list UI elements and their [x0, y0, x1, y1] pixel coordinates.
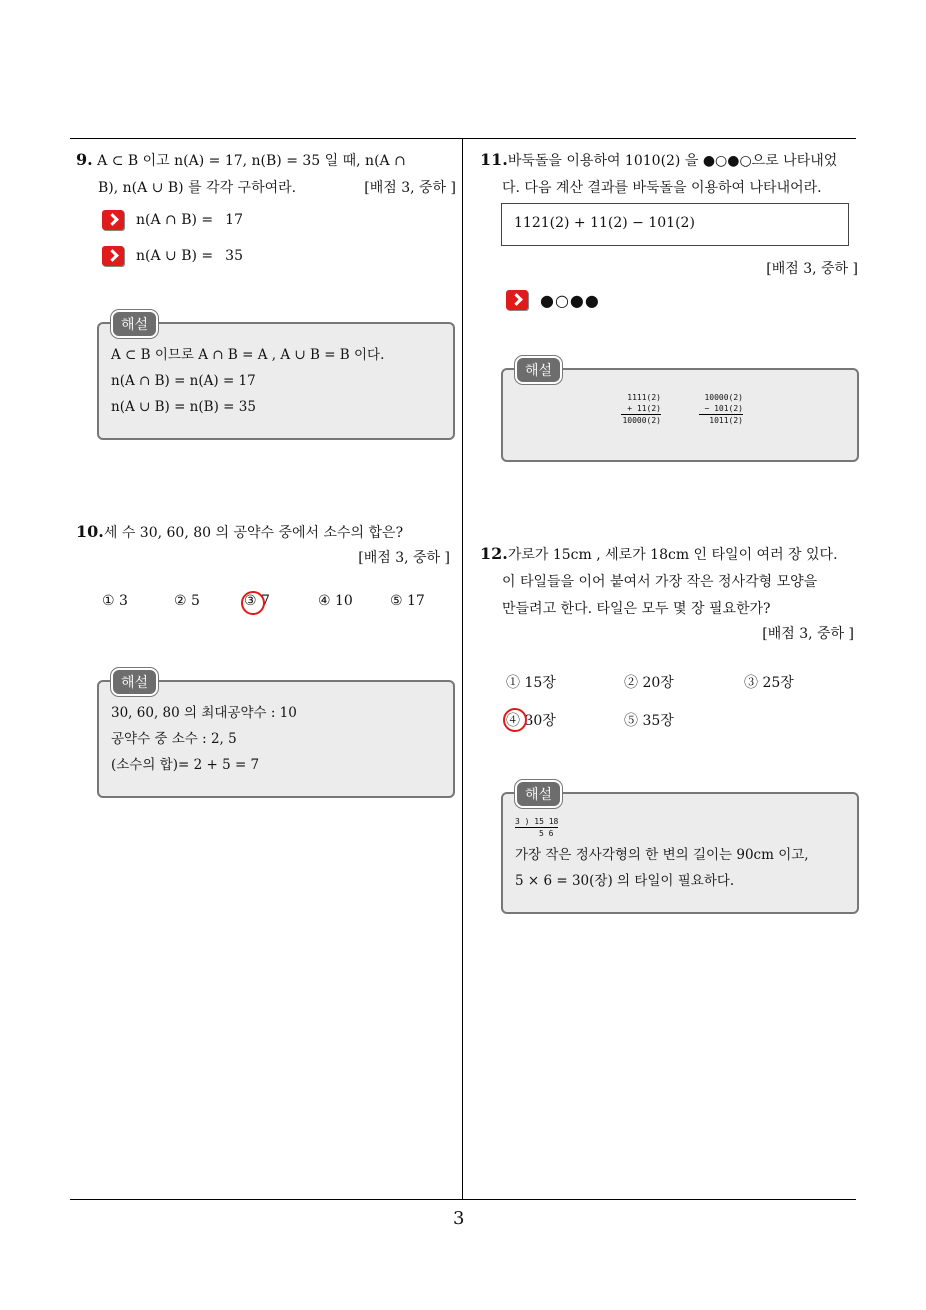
top-rule: [70, 138, 856, 139]
calc-line: + 11(2): [621, 403, 661, 415]
question-number: 10.: [76, 522, 104, 541]
score: [배점 3, 중하 ]: [766, 261, 858, 277]
score: [배점 3, 중하 ]: [358, 550, 450, 566]
explanation-tag: 해설: [111, 668, 158, 696]
calc-line: 10000(2): [704, 393, 743, 402]
explanation-tag: 해설: [515, 780, 562, 808]
choice-3[interactable]: ③ 25장: [744, 675, 794, 691]
bottom-rule: [70, 1199, 856, 1200]
explanation-line: A ⊂ B 이므로 A ∩ B = A , A ∪ B = B 이다.: [111, 347, 385, 363]
score: [배점 3, 중하 ]: [762, 626, 854, 642]
question-11: [480, 146, 858, 202]
answer-circle-icon: [241, 591, 265, 615]
question-text: B), n(A ∪ B) 를 각각 구하여라.: [98, 180, 297, 196]
question-10: [76, 518, 450, 609]
explanation-box: [97, 317, 455, 440]
answer-arrow-icon: [506, 290, 528, 310]
answer-label: n(A ∪ B) =: [136, 248, 214, 264]
answer-label: n(A ∩ B) =: [136, 212, 214, 228]
explanation-box: [501, 363, 859, 462]
answer-value: 17: [225, 212, 243, 228]
explanation-line: 5 × 6 = 30(장) 의 타일이 필요하다.: [515, 873, 735, 889]
choice-2[interactable]: ② 20장: [624, 675, 674, 691]
question-number: 11.: [480, 150, 508, 169]
question-text: 이 타일들을 이어 붙여서 가장 작은 정사각형 모양을: [502, 574, 818, 590]
choice-4[interactable]: ④ 10: [318, 593, 353, 609]
calc-line: 10000(2): [622, 416, 661, 425]
calc-line: 1011(2): [709, 416, 743, 425]
calculation-expression: 1121(2) + 11(2) − 101(2): [514, 215, 695, 231]
question-number: 9.: [76, 150, 93, 169]
question-12: [480, 540, 858, 643]
question-text: 세 수 30, 60, 80 의 공약수 중에서 소수의 합은?: [103, 525, 404, 541]
explanation-tag: 해설: [515, 356, 562, 384]
choice-4-selected[interactable]: ④ 30장: [506, 710, 624, 730]
question-text: 다. 다음 계산 결과를 바둑돌을 이용하여 나타내어라.: [502, 180, 822, 196]
division-bottom: 5 6: [539, 829, 554, 838]
calc-line: 1111(2): [627, 393, 661, 402]
explanation-box: [97, 675, 455, 798]
choice-5[interactable]: ⑤ 17: [390, 593, 425, 609]
division-top: 3 ) 15 18: [515, 817, 559, 826]
explanation-box: [501, 787, 859, 914]
explanation-line: 30, 60, 80 의 최대공약수 : 10: [111, 705, 297, 721]
answer-value: 35: [225, 248, 243, 264]
answer-arrow-icon: [102, 210, 124, 230]
column-divider: [462, 138, 463, 1200]
choice-2[interactable]: ② 5: [174, 593, 200, 609]
choice-3-selected[interactable]: ③ 7: [244, 593, 318, 609]
choice-1[interactable]: ① 3: [102, 593, 128, 609]
page-number: 3: [453, 1208, 465, 1229]
calc-line: − 101(2): [699, 403, 743, 415]
explanation-tag: 해설: [111, 310, 158, 338]
explanation-line: 가장 작은 정사각형의 한 변의 길이는 90cm 이고,: [515, 847, 809, 863]
explanation-line: n(A ∩ B) = n(A) = 17: [111, 373, 256, 389]
calculation-box: [501, 203, 849, 246]
question-9: [76, 146, 456, 268]
score: [배점 3, 중하 ]: [364, 180, 456, 196]
question-number: 12.: [480, 544, 508, 563]
answer-stones: ●○●●: [540, 290, 600, 310]
question-text: 바둑돌을 이용하여 1010(2) 을 ●○●○으로 나타내었: [507, 153, 838, 169]
explanation-line: n(A ∪ B) = n(B) = 35: [111, 399, 256, 415]
answer-circle-icon: [503, 708, 527, 732]
question-text: A ⊂ B 이고 n(A) = 17, n(B) = 35 일 때, n(A ∩: [97, 153, 406, 169]
explanation-line: 공약수 중 소수 : 2, 5: [111, 731, 237, 747]
explanation-line: (소수의 합)= 2 + 5 = 7: [111, 757, 260, 773]
answer-arrow-icon: [102, 246, 124, 266]
answer-row: [506, 288, 600, 312]
question-text: 가로가 15cm , 세로가 18cm 인 타일이 여러 장 있다.: [507, 547, 838, 563]
choice-1[interactable]: ① 15장: [506, 675, 556, 691]
choice-5[interactable]: ⑤ 35장: [624, 713, 674, 729]
choices-row-2: [506, 710, 674, 730]
choices-row-1: [506, 672, 794, 692]
question-text: 만들려고 한다. 타일은 모두 몇 장 필요한가?: [502, 601, 771, 617]
